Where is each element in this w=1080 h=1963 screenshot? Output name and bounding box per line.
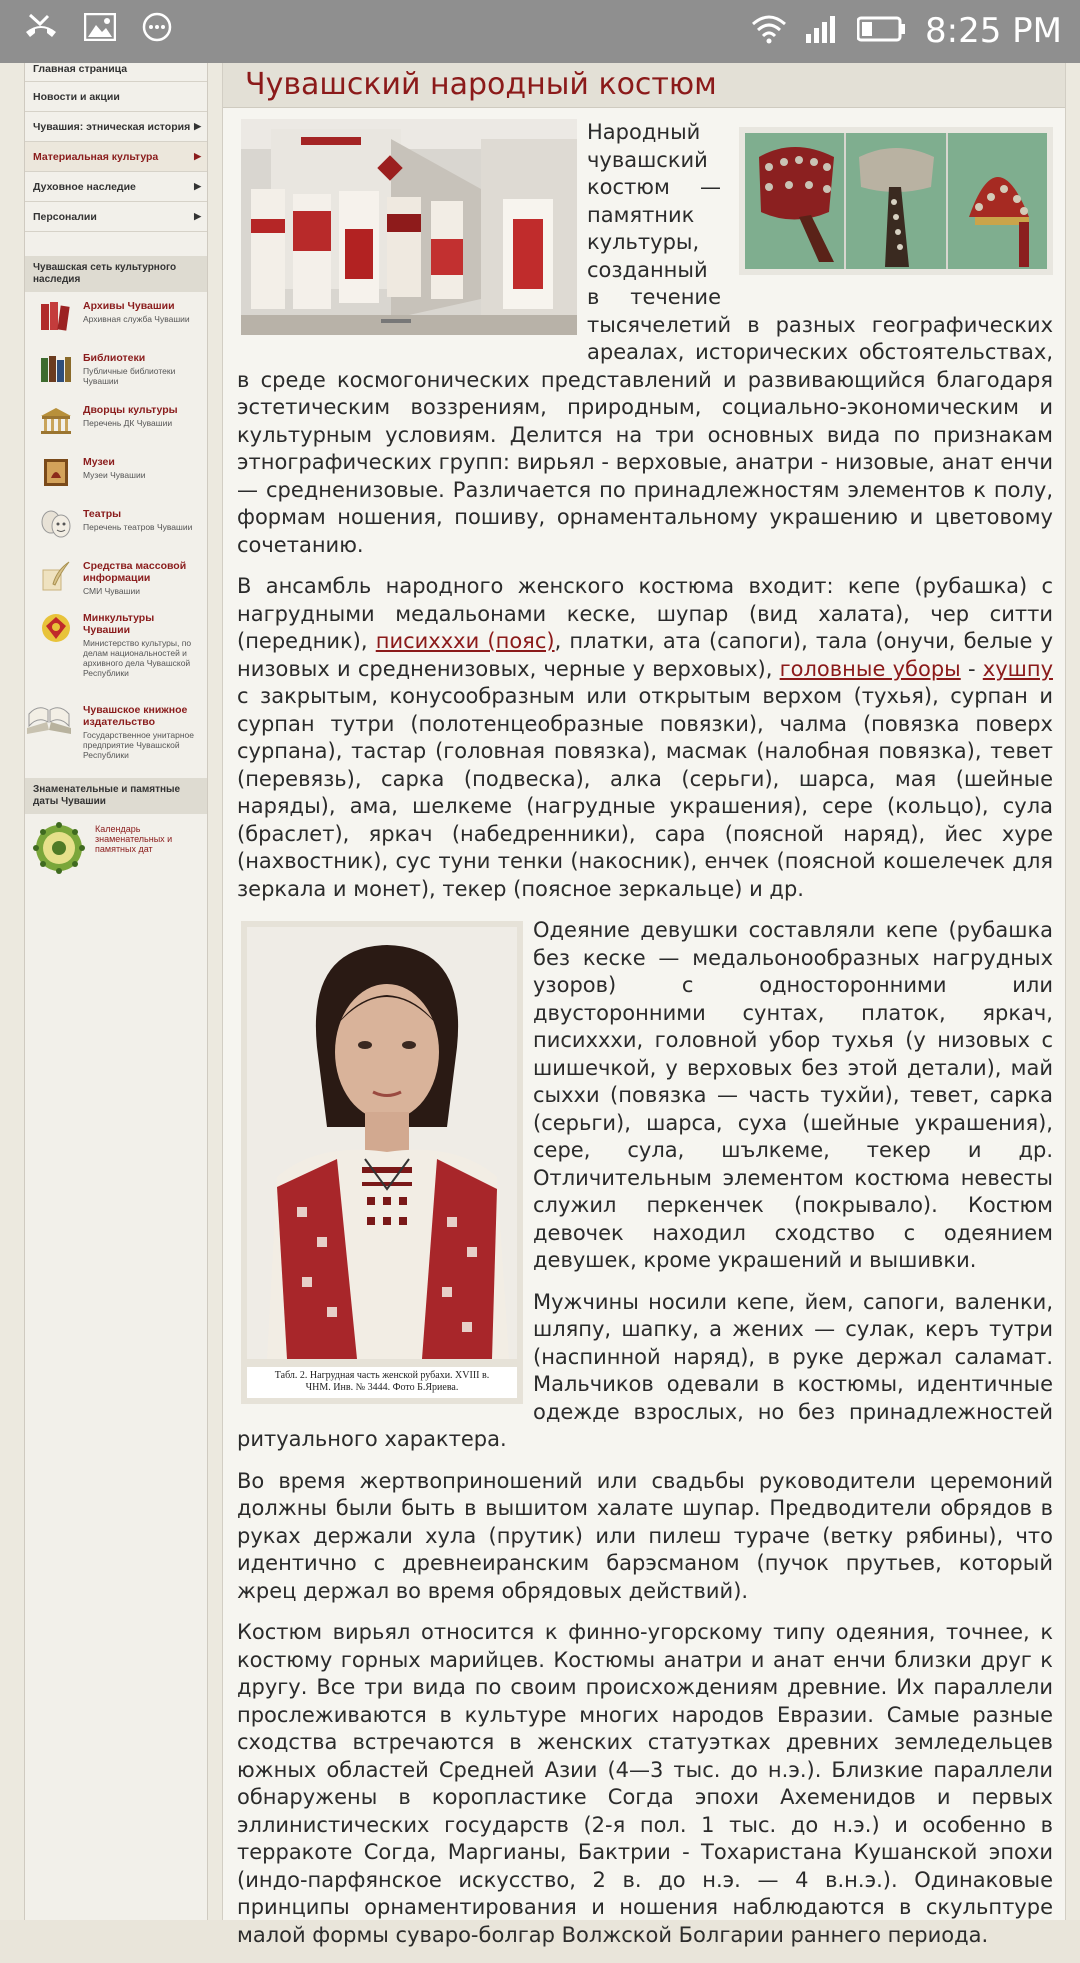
status-bar: [0, 0, 1080, 63]
link-title: Музеи: [83, 456, 115, 468]
link-title: Архивы Чувашии: [83, 300, 175, 312]
chevron-right-icon: ▶: [194, 211, 201, 221]
link-title: Чувашское книжное издательство: [83, 704, 188, 728]
link-subtitle: Государственное унитарное предприятие Чувашской Республики: [83, 730, 194, 760]
archive-books-icon: [39, 300, 73, 332]
costume-exhibition-photo: [241, 119, 577, 343]
wifi-icon: [751, 14, 787, 48]
palace-icon: [39, 404, 73, 436]
text-span: , платки, ата (сапоги), тала (онучи, белые у низовых и средненизовых, черные у верховых),: [237, 629, 1053, 681]
link-subtitle: Музеи Чувашии: [83, 470, 146, 480]
paragraph-girls-costume: Одеяние девушки составляли кепе (рубашка без кеске — медальонообразных нагрудных узоров) с односторонними или двусторонними сунтах, платок, яркач, писихххи, головной убор тухья (у низовых с шишечкой, у верховых без этой детали), май сыххи (повязка — часть тухйи), тевет, сарка (серьги), шарса, суха (шейные украшения), сере, сула, шълкеме, текер и др. Отличительным элементом костюма невесты служил перкенчек (покрывало). Костюм девочек находил сходство с одеянием девушек, кроме украшений и вышивки.: [533, 918, 1053, 1272]
nav-item-label: Чувашия: этническая история: [33, 120, 191, 133]
main-nav: [25, 63, 207, 232]
calendar-emblem-icon: [33, 822, 85, 874]
link-subtitle: Публичные библиотеки Чувашии: [83, 366, 176, 386]
nav-item-label: Новости и акции: [33, 90, 120, 103]
link-subtitle: СМИ Чувашии: [83, 586, 140, 596]
article-body: [237, 119, 1053, 1963]
link-subtitle: Перечень театров Чувашии: [83, 522, 193, 532]
girl-portrait-photo: [247, 927, 517, 1359]
open-book-icon: [25, 704, 73, 736]
link-title: Библиотеки: [83, 352, 146, 364]
nav-item-news[interactable]: [25, 82, 207, 112]
web-page: [0, 63, 1080, 1947]
main-content: [222, 63, 1066, 1947]
museum-icon: [39, 456, 73, 488]
girl-portrait-figure: [241, 921, 523, 1404]
paragraph-women-costume: [237, 573, 1053, 903]
nav-item-personalities[interactable]: [25, 202, 207, 232]
headdress-photo: [739, 127, 1053, 283]
text-span: В ансамбль народного женского костюма входит: кепе (рубашка) с нагрудными медальонами кеске, шупар (вид халата), чер ситти (передник),: [237, 574, 1053, 653]
figure-caption: [247, 1367, 517, 1398]
chevron-right-icon: ▶: [194, 151, 201, 161]
paragraph-origins: Костюм вирьял относится к финно-угорскому типу одеяния, точнее, к костюму горных марийцев. Костюмы анатри и анат енчи близки друг к другу. Все три вида по своим происхождениям древние. Их параллели прослеживаются в культуре многих народов Евразии. Самые разные сходства встречаются в женских статуэтках древних земледельцев южных областей Средней Азии (4—3 тыс. до н.э.). Близкие параллели обнаружены в коропластике Согда эпохи Ахеменидов и первых эллинистических государств (2-я пол. 1 тыс. до н.э.) и особенно в терракоте Согда, Маргианы, Бактрии - Тохаристана Кушанской эпохи (индо-парфянское искусство, 2 в. до н.э. — 4 в.н.э.). Одинаковые принципы орнаментирования и ношения наблюдаются в скульптуре малой формы суваро-болгар Волжской Болгарии раннего периода.: [237, 1620, 1053, 1947]
heritage-network-heading: Чувашская сеть культурного наследия: [25, 256, 207, 292]
caption-line: ЧНМ. Инв. № 3444. Фото Б.Яриева.: [305, 1381, 459, 1393]
sidebar-link-libraries[interactable]: [25, 344, 207, 396]
sidebar-link-palaces[interactable]: [25, 396, 207, 448]
battery-icon: [857, 14, 907, 48]
sidebar-link-publisher[interactable]: [25, 696, 207, 764]
sidebar-link-archives[interactable]: [25, 292, 207, 344]
chevron-right-icon: ▶: [194, 181, 201, 191]
title-bar: [223, 63, 1065, 108]
nav-item-label: Персоналии: [33, 210, 97, 223]
nav-item-spiritual-heritage[interactable]: [25, 172, 207, 202]
nav-item-label: Материальная культура: [33, 150, 159, 163]
image-icon: [84, 13, 116, 45]
clock: 8:25 PM: [925, 11, 1062, 51]
sidebar: [24, 63, 208, 1920]
memorable-dates-heading: Знаменательные и памятные даты Чувашии: [25, 778, 207, 814]
quill-icon: [39, 560, 73, 592]
library-books-icon: [39, 352, 73, 384]
link-title: Минкультуры Чувашии: [83, 612, 155, 636]
sidebar-link-theatres[interactable]: [25, 500, 207, 552]
sidebar-link-museums[interactable]: [25, 448, 207, 500]
link-title: Средства массовой информации: [83, 560, 187, 584]
link-title: Дворцы культуры: [83, 404, 178, 416]
more-dots-icon: [142, 12, 172, 46]
link-subtitle: Министерство культуры, по делам национальностей и архивного дела Чувашской Республики: [83, 638, 192, 678]
emblem-icon: [39, 612, 73, 644]
link-subtitle: Архивная служба Чувашии: [83, 314, 190, 324]
nav-item-label: Духовное наследие: [33, 180, 136, 193]
nav-item-home[interactable]: [25, 63, 207, 82]
link-belt[interactable]: писихххи (пояс): [375, 629, 555, 653]
link-title: Календарь знаменательных и памятных дат: [95, 824, 173, 854]
link-khushpu[interactable]: хушпу: [982, 656, 1053, 681]
caption-line: Табл. 2. Нагрудная часть женской рубахи. XVIII в.: [274, 1369, 490, 1381]
text-span: с закрытым, конусообразным или открытым верхом (тухья), сурпан и сурпан тутри (полотенцеобразные повязки), чалма (повязка поверх сурпана), тастар (головная повязка), масмак (налобная повязка), тевет (перевязь), сарка (подвеска), алка (серьги), шарса, мая (шейные наряды), ама, шелкеме (нагрудные украшения), сере (кольцо), сула (браслет), яркач (набедренники), сара (поясной наряд), йес хуре (нахвостник), сус туни тенки (накосник), енчек (поясной кошелечек для зеркала и монет), текер (поясное зеркальце) и др.: [237, 684, 1053, 901]
page-title: Чувашский народный костюм: [245, 67, 717, 102]
nav-item-material-culture[interactable]: [25, 142, 207, 172]
chevron-right-icon: ▶: [194, 121, 201, 131]
nav-item-ethnic-history[interactable]: [25, 112, 207, 142]
paragraph-men-costume: Мужчины носили кепе, йем, сапоги, валенки, шляпу, шапку, а жених — сулак, керъ тутри (наспинной наряд), в руке держал саламат. Мальчиков одевали в костюмы, идентичные одежде взрослых, но без принадлежностей ритуального характера.: [237, 1289, 1053, 1451]
text-span: -: [960, 656, 983, 681]
sidebar-link-media[interactable]: [25, 552, 207, 604]
signal-icon: [805, 14, 839, 48]
paragraph-intro: Народный чувашский костюм — памятник культуры, созданный в течение тысячелетий в разных географических ареалах, исторических обстоятельствах, в среде космогонических представлений и развивающийся благодаря эстетическим воззрениям, природным, социально-экономическим и культурным условиям. Делится на три основных вида по признакам этнографических групп: вирьял - верховые, анатри - низовые, анат енчи — средненизовые. Различается по принадлежностям элементов к полу, формам ношения, пошиву, орнаментальному украшению и цветовому сочетанию.: [237, 120, 1053, 557]
theatre-masks-icon: [39, 508, 73, 540]
paragraph-ceremony: Во время жертвоприношений или свадьбы руководители церемоний должны были быть в вышитом халате шупар. Предводители обрядов в руках держали хула (прутик) или пилеш тураче (ветку рябины), что идентично с древнеиранским барэсманом (пучок прутьев, который жрец держал во время обрядовых действий).: [237, 1468, 1053, 1603]
link-headdress[interactable]: головные уборы: [779, 656, 961, 681]
sidebar-link-calendar[interactable]: [25, 814, 207, 878]
missed-call-icon: [24, 12, 58, 46]
sidebar-link-ministry[interactable]: [25, 604, 207, 682]
nav-item-label: Главная страница: [33, 63, 128, 75]
link-title: Театры: [83, 508, 122, 520]
link-subtitle: Перечень ДК Чувашии: [83, 418, 173, 428]
